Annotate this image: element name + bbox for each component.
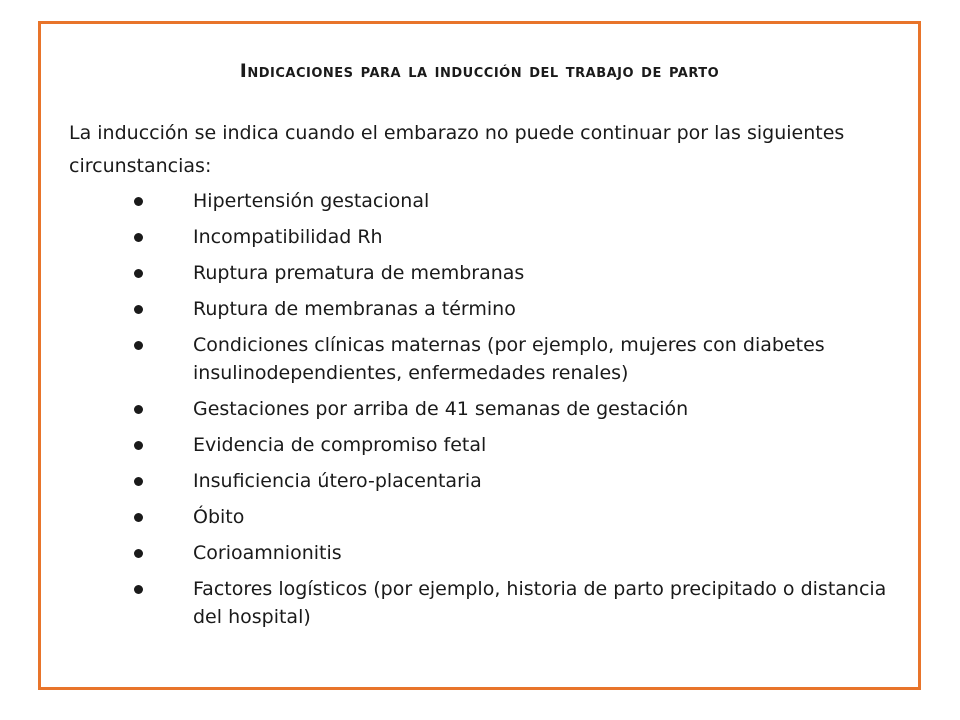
page-title: Indicaciones para la inducción del trabajo de parto (239, 60, 720, 82)
list-item (41, 259, 901, 287)
list-item (41, 395, 901, 423)
list-item (41, 187, 901, 215)
bullet-icon (134, 477, 143, 486)
indications-list (41, 187, 901, 639)
list-item (41, 539, 901, 567)
list-item-text: Insuficiencia útero-placentaria (193, 470, 482, 492)
list-item-text: Gestaciones por arriba de 41 semanas de gestación (193, 398, 689, 420)
list-item-text: Condiciones clínicas maternas (por ejemplo, mujeres con diabetes insulinodependientes, enfermedades renales) (193, 334, 825, 384)
bullet-icon (134, 405, 143, 414)
list-item-text: Corioamnionitis (193, 542, 342, 564)
bullet-icon (134, 233, 143, 242)
bullet-icon (134, 269, 143, 278)
list-item (41, 431, 901, 459)
list-item (41, 295, 901, 323)
bullet-icon (134, 341, 143, 350)
list-item (41, 223, 901, 251)
list-item-text: Hipertensión gestacional (193, 190, 430, 212)
list-item (41, 503, 901, 531)
bullet-icon (134, 305, 143, 314)
list-item-text: Óbito (193, 506, 245, 528)
list-item (41, 467, 901, 495)
list-item-text: Factores logísticos (por ejemplo, historia de parto precipitado o distancia del hospital) (193, 578, 887, 628)
bullet-icon (134, 441, 143, 450)
list-item (41, 575, 901, 631)
content-frame (38, 21, 921, 690)
list-item (41, 331, 901, 387)
bullet-icon (134, 549, 143, 558)
bullet-icon (134, 585, 143, 594)
list-item-text: Incompatibilidad Rh (193, 226, 383, 248)
bullet-icon (134, 197, 143, 206)
bullet-icon (134, 513, 143, 522)
list-item-text: Ruptura de membranas a término (193, 298, 516, 320)
list-item-text: Evidencia de compromiso fetal (193, 434, 487, 456)
intro-paragraph: La inducción se indica cuando el embarazo no puede continuar por las siguientes circunstancias: (69, 122, 845, 177)
list-item-text: Ruptura prematura de membranas (193, 262, 525, 284)
